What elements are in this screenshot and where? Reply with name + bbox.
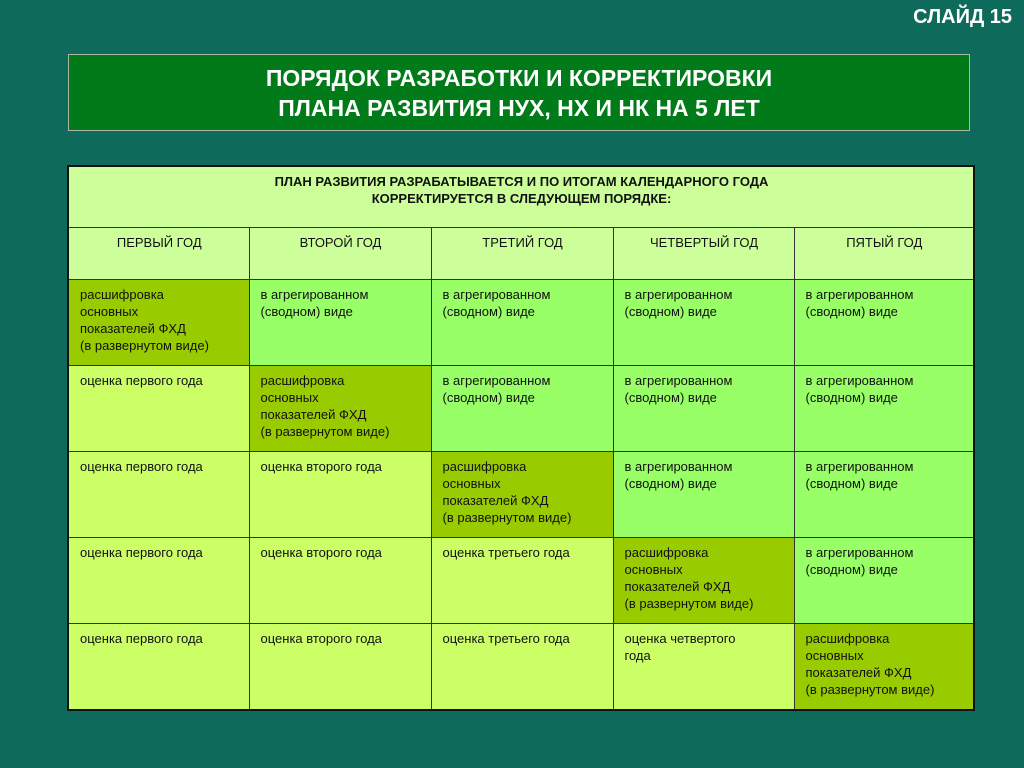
table-row (68, 280, 974, 366)
table-row (68, 366, 974, 452)
cell-text: показателей ФХД (260, 407, 367, 422)
cell-text: показателей ФХД (624, 579, 731, 594)
cell-text: в агрегированном (624, 373, 733, 388)
cell-aggregated (794, 280, 974, 366)
cell-text: (в развернутом виде) (80, 338, 209, 353)
table-row (68, 452, 974, 538)
cell-text: (сводном) виде (805, 562, 898, 577)
cell-evaluation (249, 624, 431, 711)
column-header-year-5: ПЯТЫЙ ГОД (794, 228, 974, 280)
cell-text: (сводном) виде (442, 390, 535, 405)
table-header (68, 166, 974, 228)
cell-text: оценка первого года (80, 459, 203, 474)
cell-text: (сводном) виде (805, 390, 898, 405)
cell-text: (сводном) виде (624, 390, 717, 405)
cell-text: оценка первого года (80, 545, 203, 560)
cell-aggregated (249, 280, 431, 366)
cell-aggregated (794, 538, 974, 624)
cell-text: оценка второго года (260, 545, 382, 560)
table-header-line-1: ПЛАН РАЗВИТИЯ РАЗРАБАТЫВАЕТСЯ И ПО ИТОГАМ КАЛЕНДАРНОГО ГОДА (274, 174, 769, 189)
cell-detail (613, 538, 794, 624)
title-line-1: ПОРЯДОК РАЗРАБОТКИ И КОРРЕКТИРОВКИ (265, 64, 773, 91)
cell-aggregated (431, 366, 613, 452)
cell-detail (249, 366, 431, 452)
cell-text: показателей ФХД (442, 493, 549, 508)
cell-text: основных (80, 304, 139, 319)
cell-text: (сводном) виде (260, 304, 353, 319)
cell-text: в агрегированном (805, 373, 914, 388)
cell-evaluation (613, 624, 794, 711)
column-header-year-1: ПЕРВЫЙ ГОД (68, 228, 249, 280)
slide-title (68, 54, 970, 131)
cell-evaluation (431, 538, 613, 624)
cell-aggregated (613, 452, 794, 538)
cell-text: в агрегированном (624, 287, 733, 302)
cell-text: (сводном) виде (624, 476, 717, 491)
cell-aggregated (794, 366, 974, 452)
column-header-year-4: ЧЕТВЕРТЫЙ ГОД (613, 228, 794, 280)
cell-text: в агрегированном (260, 287, 369, 302)
cell-text: оценка третьего года (442, 631, 570, 646)
cell-text: (в развернутом виде) (624, 596, 754, 611)
cell-text: в агрегированном (442, 287, 551, 302)
cell-text: основных (805, 648, 864, 663)
cell-text: в агрегированном (805, 287, 914, 302)
cell-text: показателей ФХД (80, 321, 186, 336)
cell-text: расшифровка (442, 459, 527, 474)
cell-evaluation (68, 538, 249, 624)
cell-text: в агрегированном (624, 459, 733, 474)
cell-text: (сводном) виде (805, 304, 898, 319)
cell-detail (68, 280, 249, 366)
cell-text: расшифровка (80, 287, 164, 302)
cell-text: (сводном) виде (624, 304, 717, 319)
cell-text: (в развернутом виде) (805, 682, 935, 697)
column-header-year-2: ВТОРОЙ ГОД (249, 228, 431, 280)
cell-detail (794, 624, 974, 711)
cell-aggregated (613, 366, 794, 452)
table-row (68, 624, 974, 711)
cell-text: оценка первого года (80, 373, 203, 388)
cell-text: расшифровка (805, 631, 890, 646)
cell-evaluation (249, 452, 431, 538)
cell-evaluation (431, 624, 613, 711)
cell-text: в агрегированном (805, 459, 914, 474)
cell-text: оценка четвертого (624, 631, 736, 646)
cell-text: основных (442, 476, 501, 491)
cell-text: (сводном) виде (442, 304, 535, 319)
cell-evaluation (68, 452, 249, 538)
cell-text: в агрегированном (805, 545, 914, 560)
cell-text: (сводном) виде (805, 476, 898, 491)
cell-text: оценка первого года (80, 631, 203, 646)
cell-aggregated (431, 280, 613, 366)
cell-evaluation (68, 366, 249, 452)
table-row (68, 538, 974, 624)
cell-text: в агрегированном (442, 373, 551, 388)
cell-text: (в развернутом виде) (442, 510, 572, 525)
plan-table (67, 165, 975, 711)
cell-text: основных (260, 390, 319, 405)
cell-text: оценка второго года (260, 631, 382, 646)
cell-text: основных (624, 562, 683, 577)
cell-detail (431, 452, 613, 538)
cell-text: расшифровка (624, 545, 709, 560)
table-header-line-2: КОРРЕКТИРУЕТСЯ В СЛЕДУЮЩЕМ ПОРЯДКЕ: (371, 191, 672, 206)
title-line-2: ПЛАНА РАЗВИТИЯ НУХ, НХ И НК НА 5 ЛЕТ (278, 94, 760, 121)
cell-aggregated (794, 452, 974, 538)
cell-text: (в развернутом виде) (260, 424, 390, 439)
cell-evaluation (249, 538, 431, 624)
cell-text: расшифровка (260, 373, 345, 388)
slide-number: СЛАЙД 15 (913, 6, 1012, 28)
cell-text: оценка второго года (260, 459, 382, 474)
cell-text: показателей ФХД (805, 665, 912, 680)
cell-text: оценка третьего года (442, 545, 570, 560)
cell-aggregated (613, 280, 794, 366)
cell-text: года (624, 648, 651, 663)
column-header-year-3: ТРЕТИЙ ГОД (431, 228, 613, 280)
cell-evaluation (68, 624, 249, 711)
